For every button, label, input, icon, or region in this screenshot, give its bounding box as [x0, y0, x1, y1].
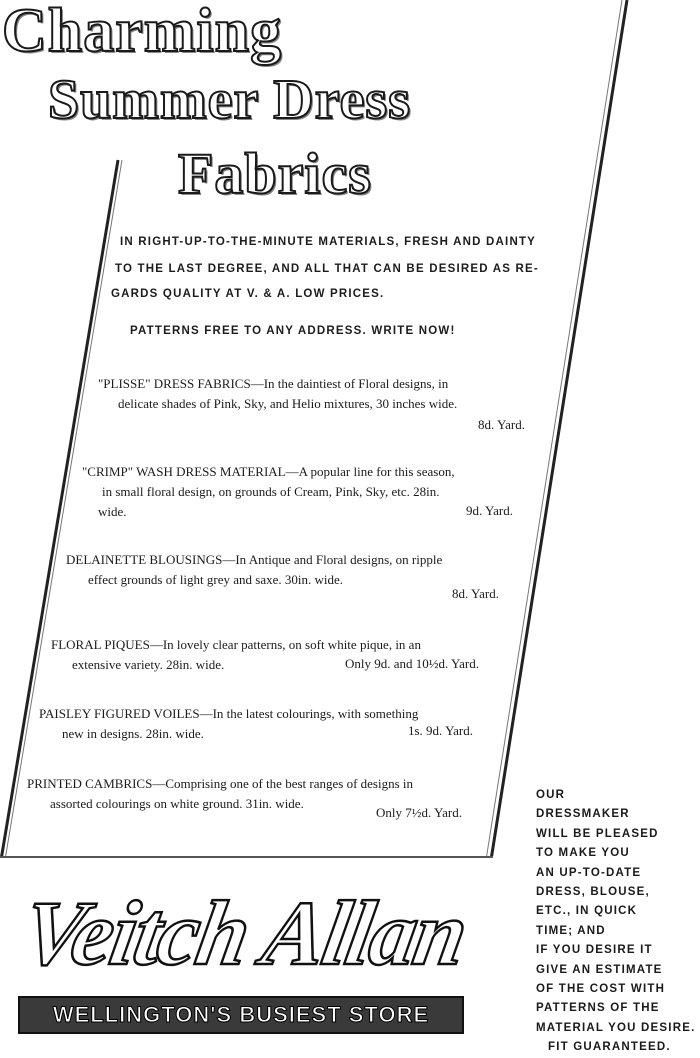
- item-description: new in designs. 28in. wide.: [62, 726, 204, 741]
- fabric-item-paisley-voiles: [39, 704, 418, 744]
- item-description: assorted colourings on white ground. 31in. wide.: [50, 796, 304, 811]
- item-description: "CRIMP" WASH DRESS MATERIAL—A popular line for this season,: [82, 464, 455, 479]
- notice-line: OUR: [536, 789, 566, 801]
- notice-line: MATERIAL YOU DESIRE.: [536, 1021, 696, 1034]
- item-price: 1s. 9d. Yard.: [408, 723, 474, 738]
- store-logo-script: Veitch Allan: [15, 882, 474, 984]
- item-description: PAISLEY FIGURED VOILES—In the latest colourings, with something: [39, 706, 419, 721]
- dressmaker-notice: [536, 786, 695, 1058]
- intro-line-3: GARDS QUALITY AT V. & A. LOW PRICES.: [111, 288, 385, 300]
- intro-line-1: IN RIGHT-UP-TO-THE-MINUTE MATERIALS, FRESH AND DAINTY: [120, 236, 537, 248]
- item-description: extensive variety. 28in. wide.: [72, 657, 225, 672]
- item-description: effect grounds of light grey and saxe. 30in. wide.: [88, 572, 343, 587]
- notice-line: AN UP-TO-DATE: [536, 866, 642, 879]
- item-price: 8d. Yard.: [452, 586, 499, 601]
- item-description: delicate shades of Pink, Sky, and Helio mixtures, 30 inches wide.: [118, 396, 458, 411]
- item-price: 9d. Yard.: [466, 503, 513, 518]
- item-description: DELAINETTE BLOUSINGS—In Antique and Floral designs, on ripple: [66, 552, 443, 567]
- item-description: FLORAL PIQUES—In lovely clear patterns, on soft white pique, in an: [51, 637, 421, 652]
- notice-line: DRESS, BLOUSE,: [536, 886, 650, 899]
- fabric-item-plisse: [98, 374, 457, 414]
- notice-line: TIME; AND: [536, 924, 606, 937]
- fabric-item-crimp: [82, 462, 455, 522]
- item-description: PRINTED CAMBRICS—Comprising one of the best ranges of designs in: [27, 776, 414, 791]
- headline-charming: Charming: [2, 0, 283, 65]
- item-description: wide.: [98, 504, 127, 519]
- fabric-item-printed-cambrics: [27, 774, 413, 814]
- item-price: 8d. Yard.: [478, 417, 525, 432]
- item-price: Only 7½d. Yard.: [376, 805, 462, 820]
- fabric-item-delainette: [66, 550, 442, 590]
- patterns-notice: PATTERNS FREE TO ANY ADDRESS. WRITE NOW!: [130, 325, 456, 337]
- item-description: in small floral design, on grounds of Cream, Pink, Sky, etc. 28in.: [102, 484, 440, 499]
- notice-line: DRESSMAKER: [536, 808, 630, 821]
- notice-line: ETC., IN QUICK: [536, 905, 638, 918]
- slogan-banner: [18, 996, 464, 1034]
- notice-line: TO MAKE YOU: [536, 847, 630, 860]
- notice-line: GIVE AN ESTIMATE: [536, 963, 663, 976]
- headline-fabrics: Fabrics: [178, 141, 372, 206]
- headline-summer-dress: Summer Dress: [48, 69, 412, 131]
- notice-line: PATTERNS OF THE: [536, 1002, 660, 1015]
- intro-line-2: TO THE LAST DEGREE, AND ALL THAT CAN BE DESIRED AS RE-: [115, 263, 539, 275]
- item-price: Only 9d. and 10½d. Yard.: [345, 656, 479, 671]
- notice-line: IF YOU DESIRE IT: [536, 944, 653, 957]
- notice-line: OF THE COST WITH: [536, 983, 666, 996]
- store-slogan: WELLINGTON'S BUSIEST STORE: [52, 1002, 430, 1027]
- item-description: "PLISSE" DRESS FABRICS—In the daintiest of Floral designs, in: [98, 376, 449, 391]
- notice-line: FIT GUARANTEED.: [548, 1041, 671, 1054]
- notice-line: WILL BE PLEASED: [536, 827, 659, 840]
